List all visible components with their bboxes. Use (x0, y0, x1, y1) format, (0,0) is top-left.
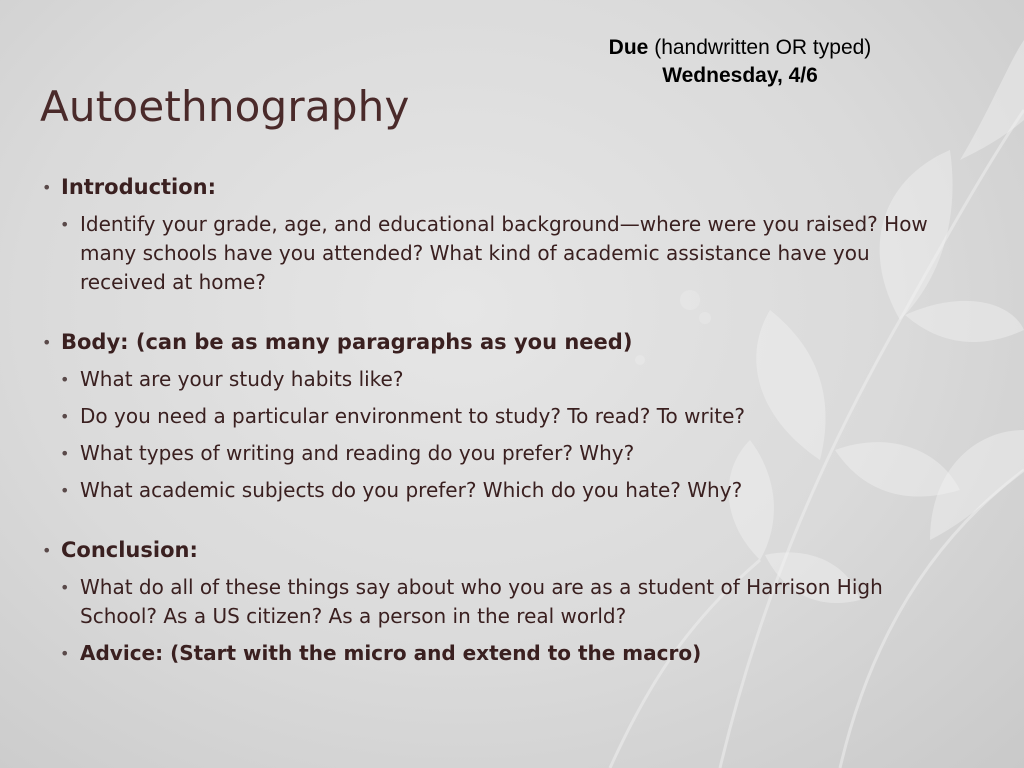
list-item (40, 210, 930, 297)
list-item-text: Identify your grade, age, and educational background—where were you raised? How many schools have you attended? What kind of academic assistance have you received at home? (80, 212, 928, 294)
list-item (40, 573, 930, 631)
list-item-text: What do all of these things say about who you are as a student of Harrison High School? As a US citizen? As a person in the real world? (80, 575, 883, 628)
bullet-icon: • (60, 481, 70, 500)
section-heading: Conclusion: (61, 538, 198, 562)
list-item-advice (40, 639, 930, 668)
due-label: Due (608, 36, 649, 59)
bullet-icon: • (60, 578, 70, 597)
list-item-text: What types of writing and reading do you prefer? Why? (80, 441, 635, 465)
slide-title: Autoethnography (40, 82, 410, 131)
bullet-icon: • (60, 444, 70, 463)
bullet-icon: • (60, 644, 70, 663)
section-conclusion (40, 535, 940, 565)
list-item (40, 439, 930, 468)
list-item (40, 365, 930, 394)
section-heading: Introduction: (61, 175, 217, 199)
bullet-icon: • (42, 541, 52, 560)
list-item (40, 476, 930, 505)
bullet-icon: • (60, 407, 70, 426)
list-item-text: What academic subjects do you prefer? Which do you hate? Why? (80, 478, 743, 502)
list-item-text: Do you need a particular environment to study? To read? To write? (80, 404, 746, 428)
bullet-icon: • (42, 178, 52, 197)
list-item-text: Advice: (Start with the micro and extend to the macro) (80, 641, 702, 665)
bullet-icon: • (60, 370, 70, 389)
list-item (40, 402, 930, 431)
due-date-note (590, 34, 890, 90)
bullet-icon: • (42, 333, 52, 352)
section-introduction (40, 172, 940, 202)
list-item-text: What are your study habits like? (80, 367, 404, 391)
section-heading: Body: (can be as many paragraphs as you need) (61, 330, 633, 354)
slide-content (40, 172, 940, 668)
section-body (40, 327, 940, 357)
due-format-note: (handwritten OR typed) (654, 36, 872, 59)
bullet-icon: • (60, 215, 70, 234)
due-date: Wednesday, 4/6 (662, 64, 818, 87)
